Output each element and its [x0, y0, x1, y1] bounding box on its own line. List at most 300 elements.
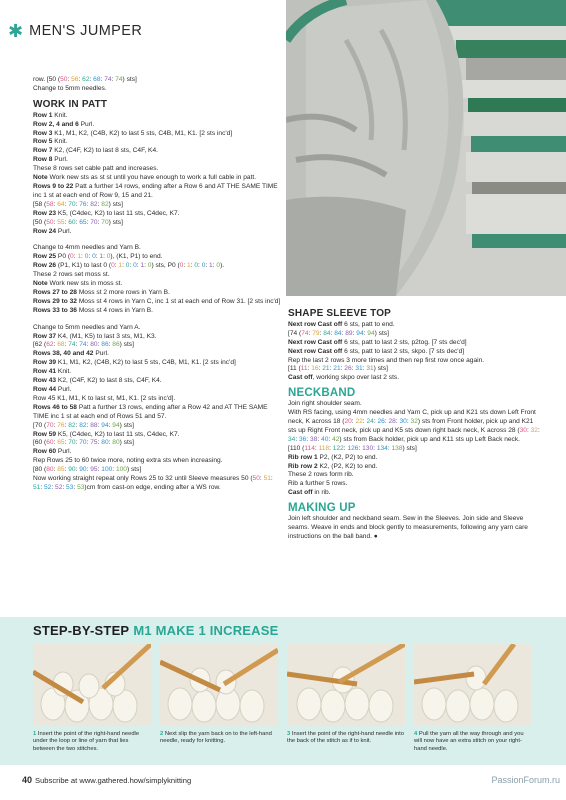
text-run: [60 (	[33, 439, 47, 447]
size-value: 1	[118, 262, 123, 270]
text-run: :	[259, 475, 264, 483]
text-run: Work new sts in moss st.	[47, 280, 123, 288]
text-run: :	[75, 421, 80, 429]
size-value: 90	[68, 466, 76, 474]
text-run: ) sts]	[373, 365, 388, 373]
text-run: Moss st 2 more rows in Yarn B.	[76, 288, 170, 296]
size-value: 80	[101, 439, 109, 447]
instruction-line	[33, 333, 281, 342]
text-run: K5, (C4dec, K2) to last 11 sts, C4dec, K7.	[56, 430, 180, 438]
spacer	[33, 236, 281, 244]
instruction-line	[33, 262, 281, 271]
text-run: These 2 rows form rib.	[288, 471, 354, 479]
text-run: :	[319, 329, 324, 337]
size-value: 1	[99, 253, 104, 261]
text-run: :	[103, 253, 107, 261]
step-text: Pull the yarn all the way through and you will now have an extra stitch on your right-hand needle.	[414, 731, 524, 752]
size-value: 114	[304, 444, 315, 452]
text-run: :	[526, 426, 531, 434]
text-run: :	[78, 76, 83, 83]
row-label: Row 1	[33, 111, 53, 119]
instruction-line	[33, 439, 281, 448]
size-value: 82	[68, 421, 76, 429]
size-value: 58	[46, 200, 54, 208]
text-run: Knit.	[52, 111, 68, 119]
instruction-line	[33, 395, 281, 404]
text-run: :	[81, 253, 85, 261]
text-run: :	[108, 341, 113, 349]
text-run: [70 (	[33, 421, 47, 429]
text-run: :	[295, 435, 300, 443]
row-label: Row 60	[33, 448, 57, 456]
text-run: :	[64, 466, 69, 474]
size-value: 1	[209, 262, 213, 270]
text-run: row. [50 (	[33, 76, 61, 83]
size-value: 89	[345, 329, 353, 337]
page-footer	[22, 775, 191, 785]
spacer	[33, 316, 281, 324]
text-run: Knit.	[52, 138, 68, 146]
text-run: Join right shoulder seam.	[288, 400, 362, 408]
size-value: 32	[530, 426, 538, 434]
size-value: 100	[101, 466, 113, 474]
step-by-step-subtitle: M1 MAKE 1 INCREASE	[133, 623, 279, 638]
text-run: :	[341, 329, 346, 337]
text-run: :	[97, 200, 102, 208]
instruction-line	[33, 138, 281, 147]
text-run: :	[62, 483, 67, 491]
row-label: Next row Cast off	[288, 347, 343, 355]
text-run: :	[51, 483, 56, 491]
size-value: 56	[71, 76, 79, 83]
text-run: 6 sts, patt to last 2 sts, skpo. [7 sts dec'd]	[342, 347, 465, 355]
size-value: 60	[46, 439, 54, 447]
text-run: :	[86, 466, 91, 474]
text-run: K4, (M1, K5) to last 3 sts, M1, K3.	[56, 332, 157, 340]
size-value: 0	[125, 262, 130, 270]
text-run: :	[537, 426, 540, 434]
text-run: Purl.	[52, 156, 68, 164]
text-run: :	[406, 417, 411, 425]
text-run: Patt a further 14 rows, ending after a Row 6 and AT THE SAME TIME inc 1 st at each end of Row 9, 15 and 21.	[33, 182, 278, 199]
text-run: :	[97, 439, 102, 447]
size-value: 80	[112, 439, 120, 447]
text-run: :	[190, 262, 195, 270]
section-heading: WORK IN PATT	[33, 98, 108, 110]
text-run: Rep the last 2 rows 3 more times and then rep first row once again.	[288, 356, 485, 364]
instruction-line	[288, 348, 540, 357]
text-run: Moss st 4 rows in Yarn C, inc 1 st at each end of Row 31. [2 sts inc'd]	[76, 297, 281, 305]
text-run: :	[97, 421, 102, 429]
instruction-line	[288, 445, 540, 454]
text-run: :	[108, 421, 113, 429]
text-run: :	[108, 439, 113, 447]
text-run: Rib a further 5 rows.	[288, 480, 348, 488]
size-value: 0	[70, 253, 74, 261]
text-run: :	[343, 444, 348, 452]
size-value: 65	[57, 439, 65, 447]
text-run: Purl.	[93, 350, 109, 358]
instruction-line	[33, 457, 281, 466]
size-value: 0	[201, 262, 206, 270]
text-run: :	[111, 76, 116, 83]
size-value: 40	[321, 435, 329, 443]
text-run: :	[129, 262, 134, 270]
size-value: 31	[355, 365, 363, 373]
size-value: 94	[367, 329, 375, 337]
size-value: 76	[79, 200, 87, 208]
step-4-caption	[414, 731, 532, 753]
instruction-line	[33, 341, 281, 350]
size-value: 0	[106, 253, 111, 261]
text-run: :	[363, 329, 368, 337]
text-run: :	[387, 444, 392, 452]
size-value: 86	[112, 341, 120, 349]
instruction-line	[33, 228, 281, 237]
instruction-line	[288, 463, 540, 472]
size-value: 60	[68, 218, 76, 226]
row-label: Row 3	[33, 129, 53, 137]
size-value: 11	[300, 365, 308, 373]
text-run: :	[212, 262, 217, 270]
text-run: :	[205, 262, 210, 270]
size-value: 0	[179, 262, 184, 270]
row-label: Row 37	[33, 332, 57, 340]
text-run: :	[53, 466, 58, 474]
text-run: Work new sts as st st until you have enough to work a full cable in patt.	[47, 174, 257, 182]
instruction-line	[33, 475, 281, 493]
row-label: Rows 38, 40 and 42	[33, 350, 94, 358]
text-run: :	[75, 200, 80, 208]
instruction-line	[33, 165, 281, 174]
text-run: Knit.	[56, 368, 72, 376]
text-run: Purl.	[56, 448, 72, 456]
instruction-line	[288, 480, 540, 489]
size-value: 0	[111, 262, 115, 270]
size-value: 122	[332, 444, 344, 452]
row-label: Cast off	[288, 374, 313, 382]
text-run: :	[75, 466, 80, 474]
text-run: :	[86, 439, 91, 447]
instruction-line	[288, 330, 540, 339]
text-run: P0 (	[56, 253, 71, 261]
text-run: :	[86, 421, 91, 429]
text-run: :	[88, 253, 93, 261]
instruction-line	[33, 244, 281, 253]
step-by-step-title	[33, 623, 279, 638]
instruction-line	[33, 280, 281, 289]
text-run: [11 (	[288, 365, 301, 373]
row-label: Rows 33 to 36	[33, 306, 77, 314]
text-run: 6 sts, patt to end.	[342, 320, 395, 328]
size-value: 76	[57, 421, 65, 429]
size-value: 0	[84, 253, 89, 261]
step-text: Insert the point of the right-hand needle into the back of the stitch as if to knit.	[287, 731, 405, 745]
row-label: Row 59	[33, 430, 57, 438]
page-number: 40	[22, 775, 33, 785]
size-value: 74	[104, 76, 112, 83]
size-value: 0	[92, 253, 96, 261]
text-run: :	[73, 253, 78, 261]
size-value: 50	[46, 218, 54, 226]
instruction-line	[288, 400, 540, 409]
text-run: K2, (C4F, K2) to last 8 sts, C4F, K4.	[52, 147, 158, 155]
size-value: 1	[140, 262, 145, 270]
row-label: Row 7	[33, 147, 53, 155]
size-value: 42	[332, 435, 340, 443]
instruction-line	[33, 307, 281, 316]
text-run: :	[86, 218, 91, 226]
instruction-line	[288, 489, 540, 498]
section-header	[0, 18, 158, 44]
text-run: :	[97, 466, 102, 474]
size-value: 74	[79, 341, 87, 349]
instruction-line	[33, 121, 281, 130]
size-value: 74	[68, 341, 76, 349]
asterisk-icon: ✱	[8, 21, 24, 41]
text-run: :	[330, 329, 335, 337]
text-run: Change to 4mm needles and Yarn B.	[33, 244, 141, 252]
text-run: :	[64, 218, 69, 226]
instruction-line	[33, 201, 281, 210]
size-value: 138	[391, 444, 403, 452]
text-run: :	[95, 253, 100, 261]
text-run: Purl.	[56, 386, 72, 393]
row-label: Row 44	[33, 386, 57, 393]
text-run: :	[351, 365, 356, 373]
step-text: Next slip the yarn back on to the left-hand needle, ready for knitting.	[160, 731, 272, 745]
size-value: 65	[79, 218, 87, 226]
row-label: Row 39	[33, 359, 57, 367]
size-value: 52	[44, 483, 52, 491]
text-run: [110 (	[288, 444, 305, 452]
size-value: 36	[299, 435, 307, 443]
text-run: Rep Rows 25 to 60 twice more, noting extra sts when increasing.	[33, 457, 223, 465]
text-run: :	[114, 262, 119, 270]
size-value: 16	[311, 365, 319, 373]
text-run: in rib.	[312, 489, 331, 497]
text-run: [50 (	[33, 218, 47, 226]
step-3-photo	[287, 644, 405, 726]
text-run: :	[144, 262, 148, 270]
step-4-photo	[414, 644, 532, 726]
text-run: K2, (P2, K2) to end.	[317, 462, 378, 470]
row-label: Rows 27 to 28	[33, 288, 77, 296]
size-value: 80	[46, 466, 54, 474]
text-run: :	[328, 435, 333, 443]
row-label: Note	[33, 280, 48, 288]
text-run: ) sts]	[119, 439, 134, 447]
row-label: Rows 46 to 58	[33, 403, 77, 411]
instruction-line	[33, 76, 281, 85]
instruction-line	[33, 377, 281, 386]
size-value: 70	[101, 218, 109, 226]
row-label: Next row Cast off	[288, 320, 343, 328]
size-value: 70	[90, 218, 98, 226]
size-value: 74	[301, 329, 309, 337]
instruction-line	[33, 404, 281, 422]
text-run: :	[308, 329, 313, 337]
instruction-line	[33, 298, 281, 307]
instruction-line	[33, 112, 281, 121]
text-run: :	[53, 200, 58, 208]
text-run: :	[89, 76, 94, 83]
instruction-line	[33, 359, 281, 368]
row-label: Rows 29 to 32	[33, 297, 77, 305]
instruction-line	[33, 466, 281, 475]
size-value: 118	[318, 444, 330, 452]
text-run: Change to 5mm needles and Yarn A.	[33, 323, 141, 331]
size-value: 30	[399, 417, 407, 425]
step-number: 2	[160, 731, 164, 737]
size-value: 79	[312, 329, 320, 337]
size-value: 53	[66, 483, 74, 491]
size-value: 32	[410, 417, 418, 425]
text-run: ) sts]	[108, 218, 123, 226]
text-run: :	[64, 421, 69, 429]
text-run: :	[340, 365, 345, 373]
instruction-line	[288, 321, 540, 330]
text-run: :	[307, 365, 312, 373]
size-value: 30	[519, 426, 527, 434]
step-text: Insert the point of the right-hand needle under the loop or line of yarn that lies between the two stitches.	[33, 731, 140, 752]
size-value: 0	[216, 262, 221, 270]
step-number: 4	[414, 731, 418, 737]
text-run: :	[373, 417, 378, 425]
text-run: :	[86, 200, 91, 208]
size-value: 82	[90, 200, 98, 208]
row-label: Cast off	[288, 489, 313, 497]
text-run: ) sts from Back holder, pick up and K11 sts up Left Back neck.	[339, 435, 520, 443]
text-run: :	[362, 365, 367, 373]
text-run: :	[306, 435, 311, 443]
row-label: Row 26	[33, 262, 57, 270]
instruction-line	[33, 183, 281, 201]
step-number: 3	[287, 731, 291, 737]
text-run: :	[362, 417, 367, 425]
instruction-line	[33, 219, 281, 228]
text-run: :	[358, 444, 363, 452]
text-run: Row 45 K1, M1, K to last st, M1, K1. [2 sts inc'd].	[33, 394, 176, 402]
text-run: ) sts]	[402, 444, 417, 452]
text-run: :	[351, 417, 356, 425]
text-run: :	[64, 200, 69, 208]
size-value: 70	[68, 200, 76, 208]
instruction-line	[33, 271, 281, 280]
size-value: 62	[82, 76, 90, 83]
step-1-caption	[33, 731, 151, 753]
size-value: 84	[334, 329, 342, 337]
size-value: 28	[388, 417, 396, 425]
row-label: Row 23	[33, 209, 57, 217]
size-value: 74	[115, 76, 123, 83]
size-value: 90	[79, 466, 87, 474]
row-label: Next row Cast off	[288, 338, 343, 346]
size-value: 51	[33, 483, 41, 491]
text-run: )cm from cast-on edge, ending after a WS row.	[84, 483, 221, 491]
instruction-line	[33, 431, 281, 440]
text-run: :	[100, 76, 105, 83]
instruction-line	[288, 471, 540, 480]
row-label: Row 2, 4 and 6	[33, 120, 79, 128]
size-value: 52	[55, 483, 63, 491]
size-value: 21	[333, 365, 341, 373]
size-value: 26	[344, 365, 352, 373]
size-value: 38	[310, 435, 318, 443]
size-value: 94	[101, 421, 109, 429]
text-run: :	[64, 341, 69, 349]
text-run: , working skpo over last 2 sts.	[312, 374, 400, 382]
text-run: K1, M1, K2, (C4B, K2) to last 5 sts, C4B, M1, K1. [2 sts inc'd]	[56, 359, 236, 367]
row-label: Rows 9 to 22	[33, 182, 74, 190]
size-value: 21	[322, 365, 330, 373]
size-value: 22	[355, 417, 363, 425]
text-run: :	[112, 466, 116, 474]
text-run: ) sts]	[374, 329, 389, 337]
text-run: [74 (	[288, 329, 302, 337]
size-value: 86	[101, 341, 109, 349]
instruction-line	[288, 365, 540, 374]
size-value: 84	[323, 329, 331, 337]
text-run: :	[384, 417, 389, 425]
section-title: MEN'S JUMPER	[29, 23, 143, 39]
text-run: ) sts]	[119, 341, 134, 349]
size-value: 80	[90, 341, 98, 349]
size-value: 70	[46, 421, 54, 429]
text-run: 6 sts, patt to last 2 sts, p2tog. [7 sts dec'd]	[342, 338, 467, 346]
size-value: 31	[366, 365, 374, 373]
size-value: 26	[377, 417, 385, 425]
size-value: 1	[187, 262, 191, 270]
section-heading: MAKING UP	[288, 502, 356, 515]
size-value: 1	[77, 253, 82, 261]
watermark: PassionForum.ru	[491, 775, 560, 785]
instruction-line	[33, 147, 281, 156]
text-run: With RS facing, using 4mm needles and Yarn C, pick up and K21 sts down Left Front neck, K across 18 (	[288, 409, 536, 425]
text-run: :	[40, 483, 45, 491]
instruction-line	[33, 448, 281, 457]
instruction-line	[288, 515, 540, 542]
text-run: :	[329, 444, 333, 452]
text-run: ), (K1, P1) to end.	[110, 253, 163, 261]
text-run: ) sts]	[119, 421, 134, 429]
size-value: 68	[57, 341, 65, 349]
text-run: Purl.	[56, 227, 72, 235]
subscribe-link[interactable]: Subscribe at www.gathered.how/simplyknitting	[35, 776, 192, 785]
text-run: These 8 rows set cable patt and increases.	[33, 165, 159, 173]
text-run: ) sts from Front holder, pick up and K21 sts up Right Front neck, pick up and K5 sts down right back neck, K across 28 (	[288, 417, 534, 434]
size-value: 85	[57, 466, 65, 474]
size-value: 50	[60, 76, 68, 83]
size-value: 94	[356, 329, 364, 337]
text-run: K5, (C4dec, K2) to last 11 sts, C4dec, K7.	[56, 209, 180, 217]
row-label: Note	[33, 174, 48, 182]
instruction-line	[33, 368, 281, 377]
text-run: :	[373, 444, 377, 452]
instructions-right-column	[288, 303, 540, 542]
text-run: [80 (	[33, 466, 47, 474]
instruction-line	[288, 357, 540, 366]
text-run: ) sts]	[122, 76, 137, 83]
step-2-photo	[160, 644, 278, 726]
text-run: :	[318, 365, 323, 373]
text-run: Change to 5mm needles.	[33, 84, 107, 92]
row-label: Rib row 2	[288, 462, 318, 470]
text-run: :	[270, 475, 273, 483]
text-run: K2, (C4F, K2) to last 8 sts, C4F, K4.	[56, 377, 162, 385]
text-run: :	[198, 262, 202, 270]
instruction-line	[288, 409, 540, 445]
